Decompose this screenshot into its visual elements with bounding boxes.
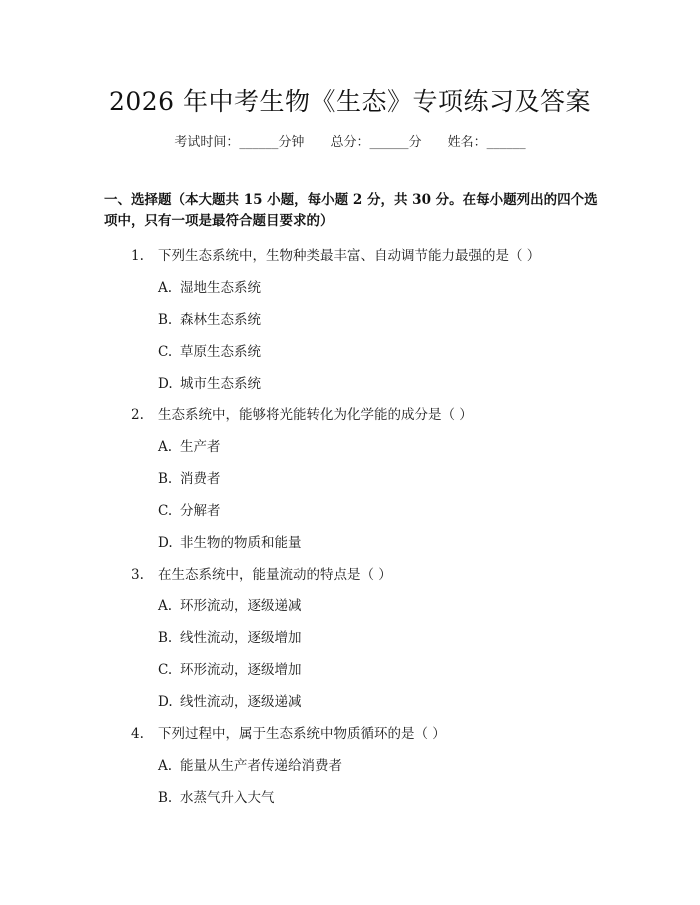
- option-letter: C.: [158, 344, 173, 360]
- question-1-option-c: [158, 340, 261, 360]
- question-4-option-b: [158, 786, 275, 806]
- option-letter: D.: [158, 376, 173, 392]
- option-text: 环形流动，逐级递减: [180, 598, 302, 614]
- option-text: 消费者: [180, 471, 221, 487]
- option-text: 湿地生态系统: [180, 280, 261, 296]
- question-2-option-b: [158, 467, 221, 487]
- option-text: 水蒸气升入大气: [180, 790, 275, 806]
- option-letter: B.: [158, 471, 173, 487]
- exam-score: 总分：______分: [330, 135, 422, 150]
- option-letter: B.: [158, 630, 173, 646]
- option-letter: A.: [158, 280, 173, 296]
- question-1-option-d: [158, 372, 261, 392]
- option-text: 草原生态系统: [180, 344, 261, 360]
- page-title: 2026 年中考生物《生态》专项练习及答案: [108, 87, 592, 116]
- option-letter: B.: [158, 790, 173, 806]
- option-letter: A.: [158, 598, 173, 614]
- question-3-option-c: [158, 658, 302, 678]
- question-3-option-a: [158, 594, 302, 614]
- question-number: 2.: [131, 407, 144, 423]
- option-text: 生产者: [180, 439, 221, 455]
- section-heading: 一、选择题（本大题共 15 小题，每小题 2 分，共 30 分。在每小题列出的四个选项中，只有一项是最符合题目要求的）: [104, 192, 598, 229]
- option-letter: C.: [158, 503, 173, 519]
- option-letter: B.: [158, 312, 173, 328]
- exam-time: 考试时间：______分钟: [174, 135, 305, 150]
- student-name: 姓名：______: [447, 135, 526, 150]
- option-text: 城市生态系统: [180, 376, 261, 392]
- exam-meta: [0, 131, 700, 150]
- option-letter: A.: [158, 758, 173, 774]
- option-letter: D.: [158, 535, 173, 551]
- option-text: 能量从生产者传递给消费者: [180, 758, 342, 774]
- question-2: [131, 403, 473, 423]
- option-text: 线性流动，逐级递减: [180, 694, 302, 710]
- question-text: 在生态系统中，能量流动的特点是（ ）: [158, 567, 392, 583]
- question-2-option-a: [158, 435, 221, 455]
- question-text: 生态系统中，能够将光能转化为化学能的成分是（ ）: [158, 407, 473, 423]
- option-text: 非生物的物质和能量: [180, 535, 302, 551]
- question-text: 下列生态系统中，生物种类最丰富、自动调节能力最强的是（ ）: [158, 248, 541, 264]
- question-text: 下列过程中，属于生态系统中物质循环的是（ ）: [158, 726, 446, 742]
- question-2-option-c: [158, 499, 221, 519]
- option-letter: A.: [158, 439, 173, 455]
- question-number: 4.: [131, 726, 144, 742]
- option-text: 线性流动，逐级增加: [180, 630, 302, 646]
- question-1: [131, 244, 540, 264]
- option-text: 环形流动，逐级增加: [180, 662, 302, 678]
- option-letter: D.: [158, 694, 173, 710]
- question-3-option-b: [158, 626, 302, 646]
- question-4: [131, 722, 446, 742]
- question-number: 3.: [131, 567, 144, 583]
- question-4-option-a: [158, 754, 342, 774]
- question-3-option-d: [158, 690, 302, 710]
- question-3: [131, 563, 392, 583]
- question-number: 1.: [131, 248, 144, 264]
- option-text: 分解者: [180, 503, 221, 519]
- question-1-option-a: [158, 276, 261, 296]
- option-text: 森林生态系统: [180, 312, 261, 328]
- question-2-option-d: [158, 531, 302, 551]
- option-letter: C.: [158, 662, 173, 678]
- question-1-option-b: [158, 308, 261, 328]
